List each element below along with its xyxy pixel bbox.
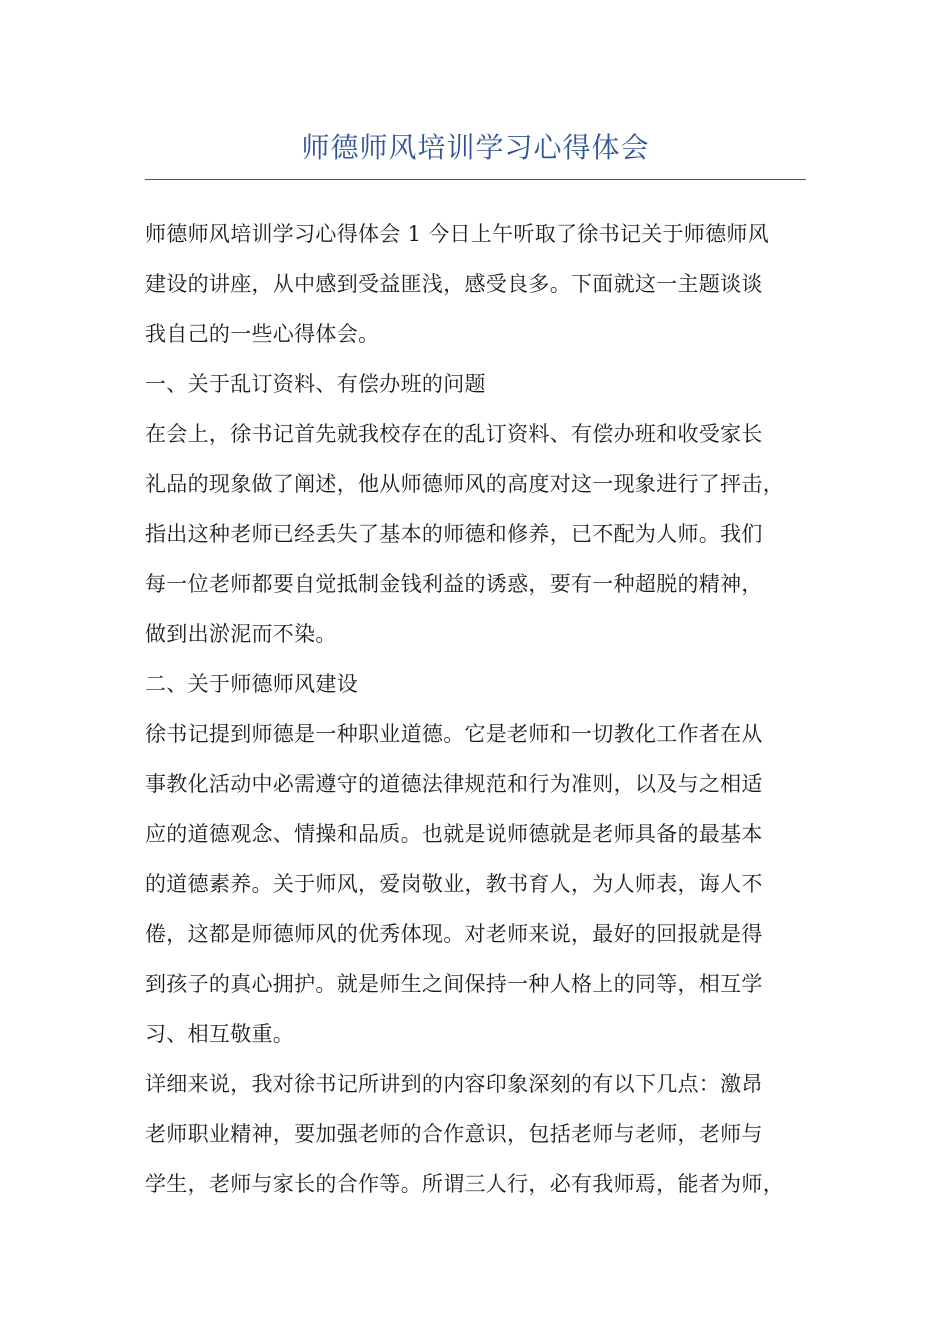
body-line: 每一位老师都要自觉抵制金钱利益的诱惑，要有一种超脱的精神， bbox=[145, 572, 763, 596]
body-line: 做到出淤泥而不染。 bbox=[145, 622, 337, 646]
body-line: 在会上，徐书记首先就我校存在的乱订资料、有偿办班和收受家长 bbox=[145, 422, 763, 446]
body-line: 徐书记提到师德是一种职业道德。它是老师和一切教化工作者在从 bbox=[145, 722, 763, 746]
body-line: 礼品的现象做了阐述，他从师德师风的高度对这一现象进行了抨击， bbox=[145, 472, 784, 496]
section-heading-1: 一、关于乱订资料、有偿办班的问题 bbox=[145, 372, 486, 396]
body-line: 我自己的一些心得体会。 bbox=[145, 322, 380, 346]
body-line: 建设的讲座，从中感到受益匪浅，感受良多。下面就这一主题谈谈 bbox=[145, 272, 763, 296]
body-line: 指出这种老师已经丢失了基本的师德和修养，已不配为人师。我们 bbox=[145, 522, 763, 546]
body-line: 习、相互敬重。 bbox=[145, 1022, 295, 1046]
body-line: 详细来说，我对徐书记所讲到的内容印象深刻的有以下几点：激昂 bbox=[145, 1072, 763, 1096]
body-line: 应的道德观念、情操和品质。也就是说师德就是老师具备的最基本 bbox=[145, 822, 763, 846]
body-line: 师德师风培训学习心得体会 1 今日上午听取了徐书记关于师德师风 bbox=[145, 222, 770, 246]
body-line: 事教化活动中必需遵守的道德法律规范和行为准则，以及与之相适 bbox=[145, 772, 763, 796]
body-line: 到孩子的真心拥护。就是师生之间保持一种人格上的同等，相互学 bbox=[145, 972, 763, 996]
section-heading-2: 二、关于师德师风建设 bbox=[145, 672, 358, 696]
body-line: 学生，老师与家长的合作等。所谓三人行，必有我师焉，能者为师， bbox=[145, 1172, 784, 1196]
document-title: 师德师风培训学习心得体会 bbox=[301, 131, 650, 164]
body-line: 的道德素养。关于师风，爱岗敬业，教书育人，为人师表，诲人不 bbox=[145, 872, 763, 896]
body-line: 老师职业精神，要加强老师的合作意识，包括老师与老师，老师与 bbox=[145, 1122, 763, 1146]
title-underline bbox=[145, 179, 806, 180]
document-body bbox=[145, 209, 825, 1209]
body-line: 倦，这都是师德师风的优秀体现。对老师来说，最好的回报就是得 bbox=[145, 922, 763, 946]
